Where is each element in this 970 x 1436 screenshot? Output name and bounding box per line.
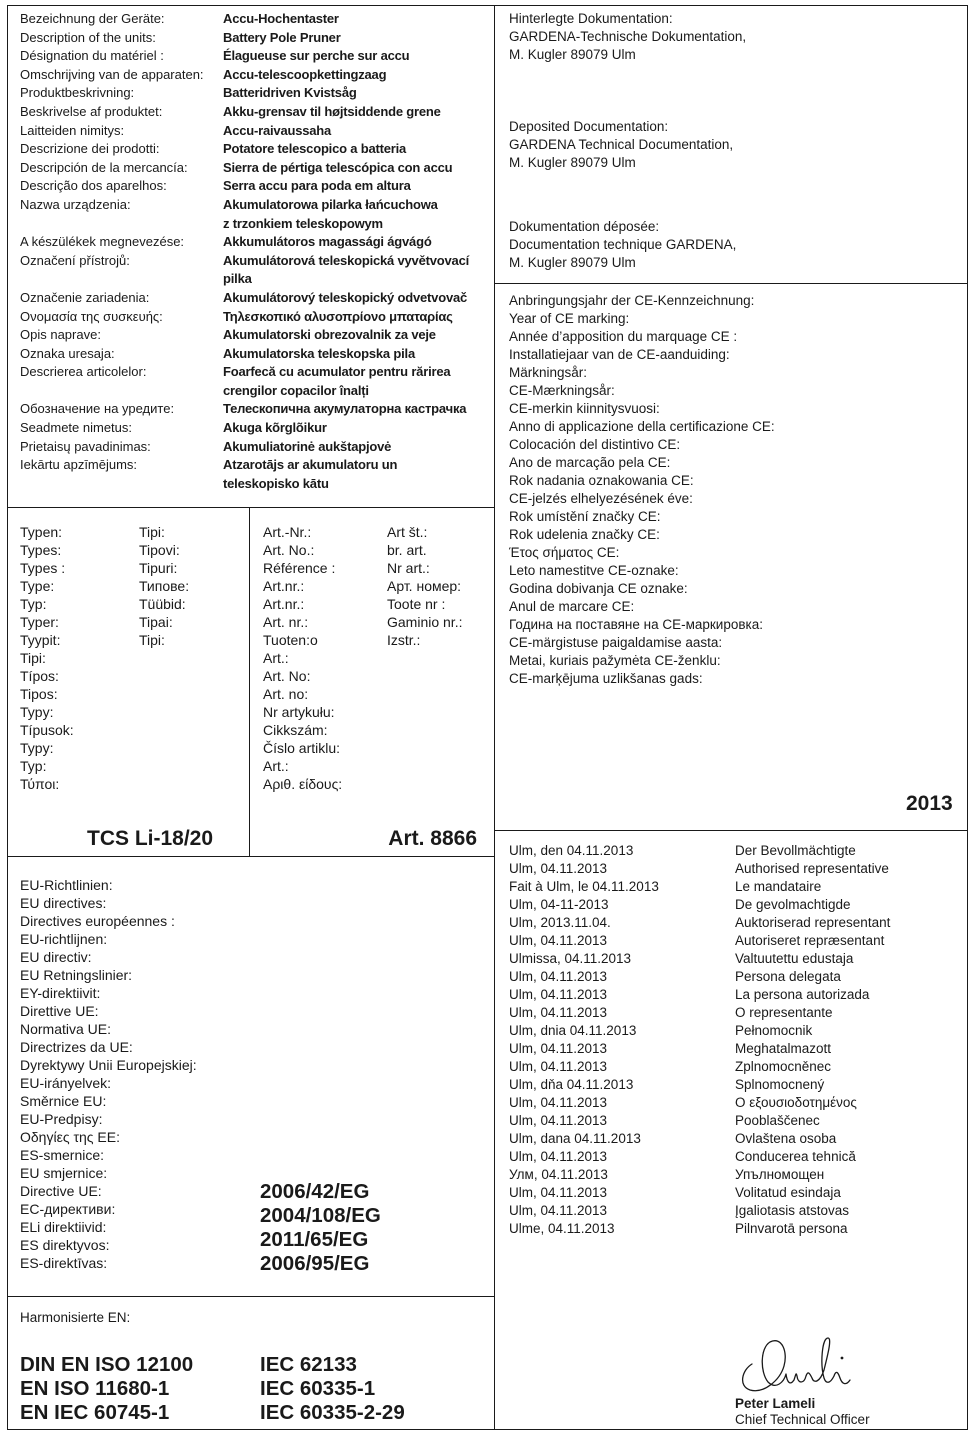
- representative-title: Volitatud esindaja: [735, 1185, 841, 1200]
- place-date: Ulm, den 04.11.2013: [509, 843, 634, 858]
- representative-title: Der Bevollmächtigte: [735, 843, 856, 858]
- ce-label: Installatiejaar van de CE-aanduiding:: [509, 347, 730, 362]
- type-label: Типове:: [139, 578, 190, 594]
- device-name-list: [223, 10, 469, 493]
- type-label: Tipos:: [20, 686, 58, 702]
- type-label: Tipuri:: [139, 560, 178, 576]
- place-date: Ulm, dnia 04.11.2013: [509, 1023, 637, 1038]
- article-label: Art. No.:: [263, 542, 315, 558]
- ce-label: Rok umístění značky CE:: [509, 509, 661, 524]
- place-date: Ulm, 04.11.2013: [509, 969, 608, 984]
- divider-devices: [7, 507, 494, 508]
- signatory-role: Chief Technical Officer: [735, 1412, 870, 1427]
- place-date: Ulme, 04.11.2013: [509, 1221, 615, 1236]
- divider-directives: [7, 1296, 494, 1297]
- ce-label: Rok udelenia značky CE:: [509, 527, 660, 542]
- device-label: Обозначение на уредите:: [20, 401, 175, 417]
- ce-label: Märkningsår:: [509, 365, 588, 380]
- device-label: Désignation du matériel :: [20, 48, 164, 64]
- device-name: Τηλεσκοπικό αλυσοπρίονο μπαταρίας: [223, 308, 453, 324]
- directive-code-list: [260, 1180, 381, 1276]
- documentation-line: M. Kugler 89079 Ulm: [509, 47, 636, 62]
- standard-list: [20, 1353, 193, 1425]
- directive-label: EY-direktiivit:: [20, 985, 101, 1001]
- representative-title: Упълномощен: [735, 1167, 825, 1182]
- ce-label: Anul de marcare CE:: [509, 599, 635, 614]
- ce-label: CE-merkin kiinnitysvuosi:: [509, 401, 660, 416]
- ce-label: Έτος σήματος CE:: [509, 545, 620, 560]
- article-label: Αριθ. είδους:: [263, 776, 343, 792]
- type-label: Typ:: [20, 596, 47, 612]
- representative-title: O representante: [735, 1005, 833, 1020]
- ce-label: Metai, kuriais pažymėta CE-ženklu:: [509, 653, 721, 668]
- article-label: Art.:: [263, 758, 289, 774]
- device-name: Serra accu para poda em altura: [223, 178, 411, 194]
- ce-label: CE-Mærkningsår:: [509, 383, 615, 398]
- device-name: Akkumulátoros magassági ágvágó: [223, 234, 432, 250]
- article-label: Nr artykułu:: [263, 704, 335, 720]
- article-label: Nr art.:: [387, 560, 430, 576]
- article-number: Art. 8866: [388, 827, 477, 850]
- standard-code: EN IEC 60745-1: [20, 1401, 170, 1424]
- device-label-list: [20, 10, 204, 493]
- device-name: Battery Pole Pruner: [223, 29, 341, 45]
- harmonised-label: Harmonisierte EN:: [20, 1310, 131, 1325]
- place-date: Ulm, 04.11.2013: [509, 1113, 608, 1128]
- article-label: Art. nr.:: [263, 614, 309, 630]
- article-label-list: [263, 523, 342, 793]
- documentation-line: M. Kugler 89079 Ulm: [509, 155, 636, 170]
- type-label: Tipi:: [139, 632, 165, 648]
- directive-code: 2011/65/EG: [260, 1228, 369, 1251]
- device-label: Ονομασία της συσκευής:: [20, 308, 163, 324]
- type-label: Typer:: [20, 614, 59, 630]
- article-label: Référence :: [263, 560, 336, 576]
- device-label: Description of the units:: [20, 29, 156, 45]
- type-label: Tipovi:: [139, 542, 180, 558]
- directive-code: 2006/42/EG: [260, 1180, 370, 1203]
- place-date: Улм, 04.11.2013: [509, 1167, 608, 1182]
- article-label: Izstr.:: [387, 632, 421, 648]
- directive-label: EU-irányelvek:: [20, 1075, 112, 1091]
- device-name: Batteridriven Kvistsåg: [223, 85, 357, 101]
- documentation-block-fr: [509, 218, 736, 272]
- place-date: Ulm, 04.11.2013: [509, 933, 608, 948]
- type-label: Typy:: [20, 740, 54, 756]
- type-label: Typ:: [20, 758, 47, 774]
- place-date: Ulm, 04.11.2013: [509, 1095, 608, 1110]
- article-label: Art.nr.:: [263, 578, 305, 594]
- article-label-list-2: [387, 523, 462, 649]
- device-name: Akuga kõrglõikur: [223, 420, 327, 436]
- documentation-line: M. Kugler 89079 Ulm: [509, 255, 636, 270]
- place-date: Ulm, 04.11.2013: [509, 1041, 608, 1056]
- device-name: teleskopisko kātu: [223, 475, 329, 491]
- device-label: [20, 270, 204, 289]
- directive-label: EU-Predpisy:: [20, 1111, 103, 1127]
- directive-label: EU-richtlijnen:: [20, 931, 108, 947]
- device-name: Accu-Hochentaster: [223, 11, 339, 26]
- device-name: Élagueuse sur perche sur accu: [223, 48, 410, 64]
- device-label: Označenie zariadenia:: [20, 289, 150, 305]
- device-label: Opis naprave:: [20, 327, 101, 343]
- divider-ce: [494, 830, 968, 831]
- article-label: Art. no:: [263, 686, 309, 702]
- documentation-block-de: [509, 10, 746, 64]
- device-label: [20, 215, 204, 234]
- device-label: [20, 382, 204, 401]
- type-label: Típusok:: [20, 722, 74, 738]
- directive-label: ELi direktiivid:: [20, 1219, 107, 1235]
- device-name: Akumulatorski obrezovalnik za veje: [223, 327, 436, 343]
- type-label: Typen:: [20, 524, 63, 540]
- place-date: Ulm, 04.11.2013: [509, 1059, 608, 1074]
- place-date: Ulm, 2013.11.04.: [509, 915, 611, 930]
- place-date: Ulm, 04.11.2013: [509, 1203, 608, 1218]
- representative-title: Splnomocnený: [735, 1077, 825, 1092]
- article-label: Toote nr :: [387, 596, 446, 612]
- standard-code: IEC 62133: [260, 1353, 357, 1376]
- representative-title: Ovlaštena osoba: [735, 1131, 837, 1146]
- article-label: Art. No:: [263, 668, 311, 684]
- device-name: Akku-grensav til højtsiddende grene: [223, 103, 441, 119]
- device-name: Akumulatorska teleskopska pila: [223, 345, 415, 361]
- representative-title: Auktoriserad representant: [735, 915, 891, 930]
- divider-documentation: [494, 283, 968, 284]
- type-label: Típos:: [20, 668, 59, 684]
- article-label: Арт. номер:: [387, 578, 462, 594]
- ce-label: Année d’apposition du marquage CE :: [509, 329, 738, 344]
- standard-list-2: [260, 1353, 405, 1425]
- ce-label: CE-märgistuse paigaldamise aasta:: [509, 635, 723, 650]
- place-date-list: [509, 842, 659, 1238]
- type-label-list-2: [139, 523, 189, 649]
- directive-label: ES-direktīvas:: [20, 1255, 108, 1271]
- ce-label: Leto namestitve CE-oznake:: [509, 563, 679, 578]
- directive-label: EU Retningslinier:: [20, 967, 133, 983]
- representative-title: Įgaliotasis atstovas: [735, 1203, 850, 1218]
- device-name: Accu-raivaussaha: [223, 122, 332, 138]
- device-label: Descrizione dei prodotti:: [20, 141, 160, 157]
- representative-title: Valtuutettu edustaja: [735, 951, 854, 966]
- representative-title: Pełnomocnik: [735, 1023, 813, 1038]
- representative-title-list: [735, 842, 890, 1238]
- device-label: Descrição dos aparelhos:: [20, 178, 167, 194]
- type-label: Tüübid:: [139, 596, 186, 612]
- device-label: Beskrivelse af produktet:: [20, 103, 163, 119]
- documentation-line: GARDENA Technical Documentation,: [509, 137, 734, 152]
- place-date: Ulm, 04.11.2013: [509, 1149, 608, 1164]
- representative-title: Authorised representative: [735, 861, 889, 876]
- device-label: Seadmete nimetus:: [20, 420, 133, 436]
- place-date: Ulm, 04.11.2013: [509, 861, 608, 876]
- place-date: Ulm, 04.11.2013: [509, 987, 608, 1002]
- type-label: Tyypit:: [20, 632, 61, 648]
- ce-label: Godina dobivanja CE oznake:: [509, 581, 688, 596]
- device-name: Sierra de pértiga telescópica con accu: [223, 159, 453, 175]
- device-name: Akumuliatorinė aukštapjovė: [223, 438, 392, 454]
- device-label: Laitteiden nimitys:: [20, 122, 125, 138]
- device-label: Produktbeskrivning:: [20, 85, 135, 101]
- types-divider: [249, 507, 250, 856]
- documentation-line: Dokumentation déposée:: [509, 219, 660, 234]
- article-label: Cikkszám:: [263, 722, 328, 738]
- place-date: Fait à Ulm, le 04.11.2013: [509, 879, 659, 894]
- ce-year: 2013: [906, 792, 953, 815]
- type-label-list: [20, 523, 74, 793]
- place-date: Ulm, 04.11.2013: [509, 1185, 608, 1200]
- article-label: Art.nr.:: [263, 596, 305, 612]
- representative-title: Meghatalmazott: [735, 1041, 832, 1056]
- device-name: pilka: [223, 271, 252, 287]
- directive-code: 2006/95/EG: [260, 1252, 370, 1275]
- directive-code: 2004/108/EG: [260, 1204, 381, 1227]
- center-divider: [494, 5, 495, 1430]
- device-label: Descrierea articolelor:: [20, 364, 147, 380]
- type-label: Tipai:: [139, 614, 173, 630]
- directive-label: ES direktyvos:: [20, 1237, 110, 1253]
- directive-label: Οδηγίες της ΕΕ:: [20, 1129, 120, 1145]
- directive-label: EU directiv:: [20, 949, 92, 965]
- ce-label: Anno di applicazione della certificazione CE:: [509, 419, 775, 434]
- device-label: Nazwa urządzenia:: [20, 196, 131, 212]
- documentation-line: GARDENA-Technische Dokumentation,: [509, 29, 747, 44]
- article-label: Art.-Nr.:: [263, 524, 312, 540]
- device-name: Телескопична акумулаторна кастрачка: [223, 401, 467, 417]
- standard-code: IEC 60335-2-29: [260, 1401, 405, 1424]
- standard-code: IEC 60335-1: [260, 1377, 376, 1400]
- directive-label: EU-Richtlinien:: [20, 877, 113, 893]
- article-label: Art št.:: [387, 524, 428, 540]
- model-number: TCS Li-18/20: [87, 827, 214, 850]
- type-label: Types:: [20, 542, 62, 558]
- article-label: Gaminio nr.:: [387, 614, 463, 630]
- representative-title: Zplnomocněnec: [735, 1059, 832, 1074]
- device-label: Descripción de la mercancía:: [20, 159, 188, 175]
- standard-code: DIN EN ISO 12100: [20, 1353, 194, 1376]
- type-label: Tipi:: [139, 524, 165, 540]
- place-date: Ulm, dňa 04.11.2013: [509, 1077, 634, 1092]
- place-date: Ulmissa, 04.11.2013: [509, 951, 632, 966]
- directive-label: ЕС-директиви:: [20, 1201, 116, 1217]
- article-label: br. art.: [387, 542, 427, 558]
- divider-types: [7, 856, 494, 857]
- device-label: Prietaisų pavadinimas:: [20, 438, 151, 454]
- representative-title: Pilnvarotā persona: [735, 1221, 848, 1236]
- device-name: Akumulátorová teleskopická vyvětvovací: [223, 252, 470, 268]
- ce-label: Anbringungsjahr der CE-Kennzeichnung:: [509, 293, 755, 308]
- signatory-name: Peter Lameli: [735, 1396, 816, 1411]
- type-label: Typy:: [20, 704, 54, 720]
- documentation-line: Hinterlegte Dokumentation:: [509, 11, 673, 26]
- representative-title: La persona autorizada: [735, 987, 870, 1002]
- place-date: Ulm, 04.11.2013: [509, 1005, 608, 1020]
- article-label: Art.:: [263, 650, 289, 666]
- ce-label: Rok nadania oznakowania CE:: [509, 473, 694, 488]
- directive-label: ES-smernice:: [20, 1147, 105, 1163]
- directive-label: EU smjernice:: [20, 1165, 108, 1181]
- article-label: Číslo artiklu:: [263, 740, 341, 756]
- type-label: Types :: [20, 560, 66, 576]
- ce-label: Year of CE marking:: [509, 311, 630, 326]
- documentation-line: Deposited Documentation:: [509, 119, 669, 134]
- directive-label: Directive UE:: [20, 1183, 102, 1199]
- device-label: Oznaka uresaja:: [20, 345, 115, 361]
- representative-title: Le mandataire: [735, 879, 822, 894]
- representative-title: Ο εξουσιοδοτημένος: [735, 1095, 857, 1110]
- device-label: Omschrijving van de apparaten:: [20, 66, 204, 82]
- type-label: Tipi:: [20, 650, 46, 666]
- ce-label: CE-jelzés elhelyezésének éve:: [509, 491, 693, 506]
- directive-label: Normativa UE:: [20, 1021, 112, 1037]
- type-label: Type:: [20, 578, 55, 594]
- directive-label: EU directives:: [20, 895, 107, 911]
- representative-title: Pooblaščenec: [735, 1113, 820, 1128]
- ce-label: Ano de marcação pela CE:: [509, 455, 671, 470]
- device-name: Atzarotājs ar akumulatoru un: [223, 457, 398, 473]
- device-label: Označení přístrojů:: [20, 252, 130, 268]
- representative-title: Conducerea tehnică: [735, 1149, 856, 1164]
- type-label: Τύποι:: [20, 776, 60, 792]
- device-name: Accu-telescoopkettingzaag: [223, 66, 387, 82]
- place-date: Ulm, dana 04.11.2013: [509, 1131, 641, 1146]
- directive-label: Directrizes da UE:: [20, 1039, 133, 1055]
- ce-label: Година на поставяне на CE-маркировка:: [509, 617, 763, 632]
- device-name: crengilor copacilor înalți: [223, 382, 369, 398]
- device-name: z trzonkiem teleskopowym: [223, 215, 383, 231]
- documentation-line: Documentation technique GARDENA,: [509, 237, 737, 252]
- directive-label: Dyrektywy Unii Europejskiej:: [20, 1057, 197, 1073]
- directive-label: Direttive UE:: [20, 1003, 99, 1019]
- representative-title: Autoriseret repræsentant: [735, 933, 885, 948]
- documentation-block-en: [509, 118, 733, 172]
- device-label: Bezeichnung der Geräte:: [20, 11, 165, 26]
- device-name: Akumulátorový teleskopický odvetvovač: [223, 289, 468, 305]
- place-date: Ulm, 04-11-2013: [509, 897, 609, 912]
- representative-title: De gevolmachtigde: [735, 897, 851, 912]
- article-label: Tuoten:o: [263, 632, 318, 648]
- ce-label: Colocación del distintivo CE:: [509, 437, 681, 452]
- ce-label-list: [509, 292, 775, 688]
- directive-label-list: [20, 876, 197, 1272]
- standard-code: EN ISO 11680-1: [20, 1377, 170, 1400]
- ce-label: CE-marķējuma uzlikšanas gads:: [509, 671, 703, 686]
- device-name: Potatore telescopico a batteria: [223, 141, 407, 157]
- representative-title: Persona delegata: [735, 969, 841, 984]
- directive-label: Směrnice EU:: [20, 1093, 107, 1109]
- device-label: A készülékek megnevezése:: [20, 234, 185, 250]
- device-label: Iekārtu apzīmējums:: [20, 457, 138, 473]
- device-label: [20, 475, 204, 494]
- device-name: Foarfecă cu acumulator pentru rărirea: [223, 364, 451, 380]
- directive-label: Directives européennes :: [20, 913, 175, 929]
- device-name: Akumulatorowa pilarka łańcuchowa: [223, 196, 438, 212]
